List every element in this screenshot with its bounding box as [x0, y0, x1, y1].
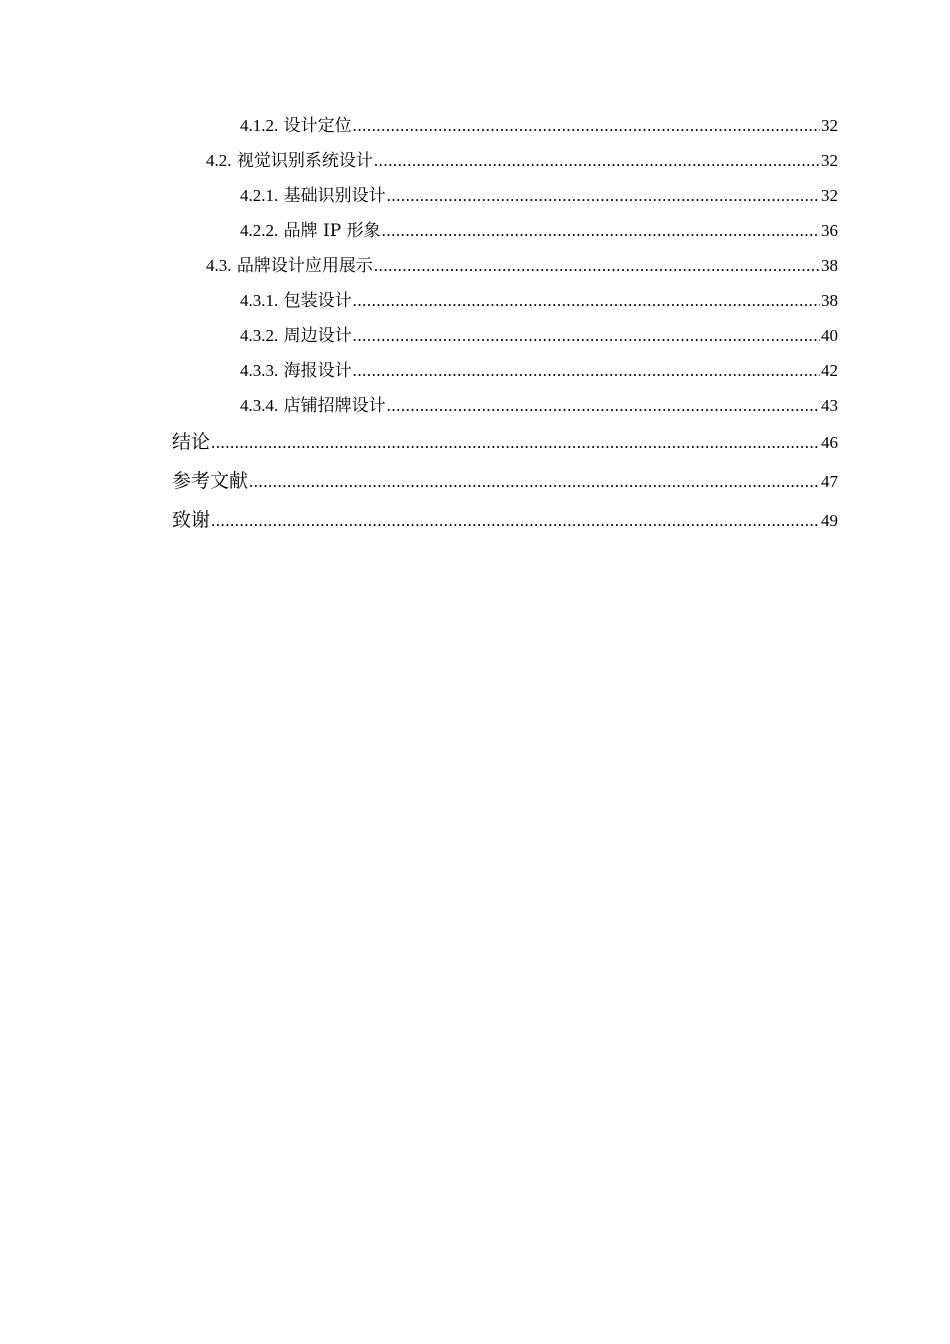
toc-page-number: 38 [821, 291, 838, 310]
table-of-contents [172, 108, 838, 540]
toc-entry-title [240, 283, 352, 319]
toc-dot-leader [374, 143, 820, 178]
toc-entry-number: 4.3.2. [240, 326, 279, 345]
toc-entry-title [240, 353, 352, 389]
toc-page-number: 47 [821, 472, 838, 491]
toc-dot-leader [382, 213, 820, 248]
toc-entry-label: 店铺招牌设计 [283, 396, 386, 416]
toc-entry-label: 品牌 IP 形象 [283, 221, 381, 241]
toc-entry-title [240, 388, 386, 424]
toc-entry-title [240, 108, 352, 144]
toc-entry-number: 4.1.2. [240, 116, 279, 135]
toc-dot-leader [353, 353, 820, 388]
toc-page-number: 36 [821, 221, 838, 240]
toc-dot-leader [249, 462, 820, 501]
toc-entry-label: 周边设计 [283, 326, 352, 346]
toc-entry-label: 结论 [172, 431, 211, 453]
toc-entry-title [206, 143, 373, 179]
toc-entry-title [240, 213, 381, 249]
toc-entry-title [240, 178, 386, 214]
toc-dot-leader [211, 501, 820, 540]
toc-entry-4-3-2[interactable] [172, 318, 838, 353]
toc-page-number: 32 [821, 186, 838, 205]
toc-page-number: 43 [821, 396, 838, 415]
toc-dot-leader [374, 248, 820, 283]
toc-dot-leader [353, 108, 820, 143]
toc-dot-leader [353, 318, 820, 353]
toc-entry-number: 4.2.2. [240, 221, 279, 240]
toc-page-number: 49 [821, 511, 838, 530]
toc-entry-4-3[interactable] [172, 248, 838, 283]
toc-page-number: 32 [821, 116, 838, 135]
toc-page-number: 46 [821, 433, 838, 452]
toc-dot-leader [387, 388, 820, 423]
toc-entry-label: 设计定位 [283, 116, 352, 136]
toc-entry-4-1-2[interactable] [172, 108, 838, 143]
toc-entry-label: 包装设计 [283, 291, 352, 311]
toc-page-number: 32 [821, 151, 838, 170]
toc-entry-4-3-4[interactable] [172, 388, 838, 423]
toc-entry-label: 品牌设计应用展示 [236, 256, 373, 276]
toc-page-number: 42 [821, 361, 838, 380]
toc-entry-label: 致谢 [172, 509, 211, 531]
toc-entry-acknowledgements[interactable] [172, 501, 838, 540]
toc-entry-label: 基础识别设计 [283, 186, 386, 206]
toc-page-number: 40 [821, 326, 838, 345]
toc-entry-number: 4.2. [206, 151, 232, 170]
toc-page-number: 38 [821, 256, 838, 275]
toc-dot-leader [211, 423, 820, 462]
toc-entry-title [240, 318, 352, 354]
toc-entry-conclusion[interactable] [172, 423, 838, 462]
toc-entry-number: 4.3. [206, 256, 232, 275]
toc-entry-number: 4.3.4. [240, 396, 279, 415]
toc-entry-4-2-2[interactable] [172, 213, 838, 248]
toc-entry-4-3-1[interactable] [172, 283, 838, 318]
toc-entry-label: 参考文献 [172, 470, 249, 492]
toc-entry-number: 4.3.1. [240, 291, 279, 310]
toc-entry-4-2[interactable] [172, 143, 838, 178]
toc-entry-label: 视觉识别系统设计 [236, 151, 373, 171]
toc-entry-4-3-3[interactable] [172, 353, 838, 388]
toc-entry-label: 海报设计 [283, 361, 352, 381]
toc-entry-number: 4.2.1. [240, 186, 279, 205]
toc-entry-title [206, 248, 373, 284]
toc-entry-4-2-1[interactable] [172, 178, 838, 213]
toc-entry-references[interactable] [172, 462, 838, 501]
toc-entry-number: 4.3.3. [240, 361, 279, 380]
toc-dot-leader [353, 283, 820, 318]
toc-dot-leader [387, 178, 820, 213]
